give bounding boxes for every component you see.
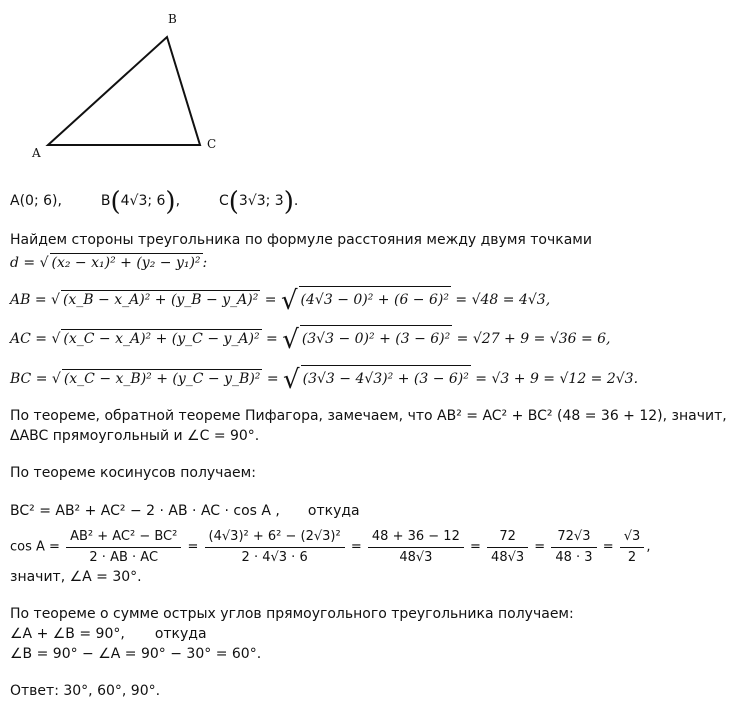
frac-4: $\frac{72}{48√3}$ (487, 528, 528, 567)
pythagoras-line-2: ΔABC прямоугольный и ∠C = 90°. (10, 428, 260, 444)
cos-conclusion: значит, ∠A = 30°. (10, 569, 142, 585)
angles-line-1: ∠A + ∠B = 90°, откуда (10, 626, 207, 642)
angles-intro: По теореме о сумме острых углов прямоугольного треугольника получаем: (10, 606, 574, 622)
frac-1: $\frac{\text{AB² + AC² − BC²}}{2 \cdot AB \cdot AC}$ (66, 528, 181, 567)
distance-formula: d = √ (x₂ − x₁)² + (y₂ − y₁)² : (10, 255, 208, 271)
ab-line: AB = √ (x_B − x_A)² + (y_B − y_A)² = √ (4√3 − 0)² + (6 − 6)² = √48 = 4√3, (10, 286, 551, 316)
frac-6: $\frac{√3}{2}$ (620, 528, 645, 567)
ac-line: AC = √ (x_C − x_A)² + (y_C − y_A)² = √ (3√3 − 0)² + (3 − 6)² = √27 + 9 = √36 = 6, (10, 325, 611, 355)
frac-5: $\frac{72√3}{48 \cdot 3}$ (551, 528, 596, 567)
pythagoras-line-1: По теореме, обратной теореме Пифагора, замечаем, что AB² = AC² + BC² (48 = 36 + 12), значит, (10, 408, 727, 424)
vertex-label-a: A (32, 146, 41, 160)
triangle-figure (20, 5, 280, 175)
angles-line-2: ∠B = 90° − ∠A = 90° − 30° = 60°. (10, 646, 262, 662)
coord-a: A(0; 6), (10, 193, 62, 209)
distance-intro: Найдем стороны треугольника по формуле расстояния между двумя точками (10, 232, 592, 248)
triangle-abc (48, 37, 200, 145)
coord-c: C(3√3; 3). (218, 187, 299, 217)
bc-line: BC = √ (x_C − x_B)² + (y_C − y_B)² = √ (3√3 − 4√3)² + (3 − 6)² = √3 + 9 = √12 = 2√3. (10, 365, 639, 395)
frac-2: $\frac{\text{(4√3)² + 6² − (2√3)²}}{2 \cdot 4√3 \cdot 6}$ (205, 528, 345, 567)
cosines-law: BC² = AB² + AC² − 2 · AB · AC · cos A , откуда (10, 503, 360, 519)
answer: Ответ: 30°, 60°, 90°. (10, 683, 161, 699)
cos-a-line: cos A = $\frac{\text{AB² + AC² − BC²}}{2 \cdot AB \cdot AC}$ = $\frac{\text{(4√3)² + 6² − (2√3)²}}{2 \cdot 4√3 \cdot 6}$ = $\frac{48 + 36 - 12}{48√3}$ = $\frac{72}{48√3}$ = $\frac{72√3}{48 \cdot 3}$ = $\frac{√3}{2}$ , (10, 529, 651, 565)
cosines-intro: По теореме косинусов получаем: (10, 465, 256, 481)
coords-line (10, 187, 299, 217)
coord-b: B(4√3; 6), (100, 187, 181, 217)
frac-3: $\frac{48 + 36 - 12}{48√3}$ (368, 528, 464, 567)
vertex-label-b: B (168, 12, 177, 26)
vertex-label-c: C (207, 137, 217, 151)
